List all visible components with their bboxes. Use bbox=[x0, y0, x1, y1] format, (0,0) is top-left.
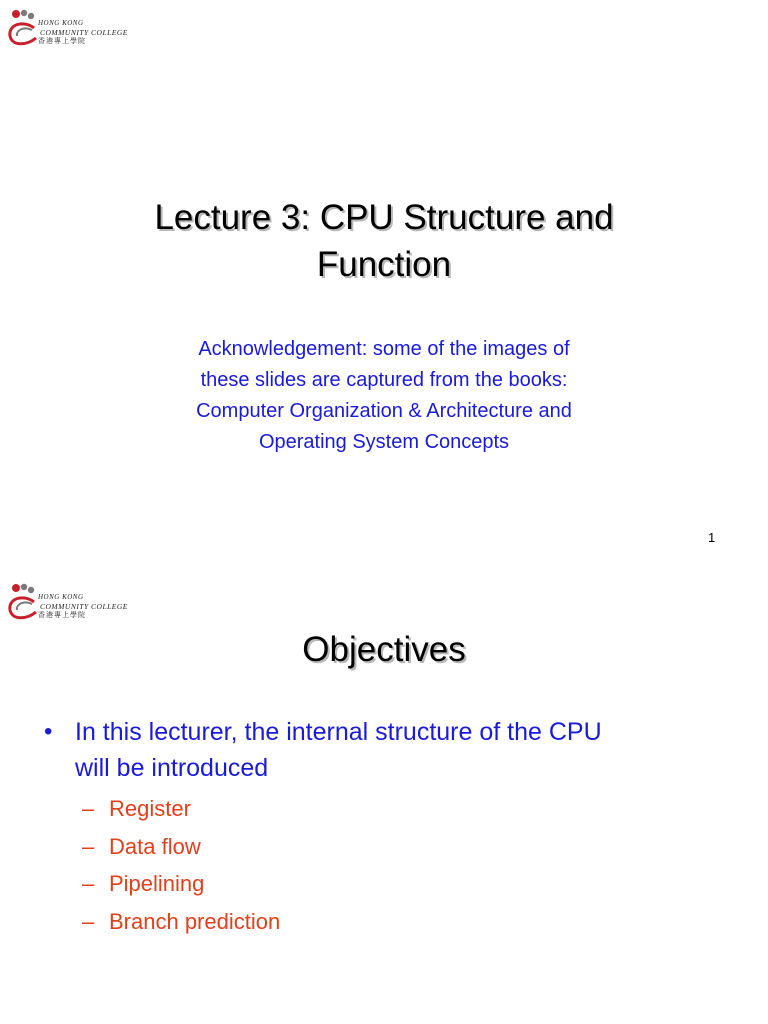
logo-line-2: COMMUNITY COLLEGE bbox=[40, 602, 128, 611]
acknowledgement-line: Operating System Concepts bbox=[258, 431, 510, 453]
sub-bullet-text: Data flow bbox=[109, 833, 201, 859]
sub-bullet-pipelining bbox=[82, 865, 280, 903]
sub-bullet-branch-prediction bbox=[82, 903, 280, 941]
sub-bullet-list bbox=[82, 790, 280, 940]
sub-bullet-data-flow bbox=[82, 828, 280, 866]
page-number: 1 bbox=[708, 530, 716, 545]
logo-line-1: HONG KONG bbox=[38, 19, 84, 27]
sub-bullet-marker: – bbox=[82, 796, 95, 821]
logo-line-2: COMMUNITY COLLEGE bbox=[40, 28, 128, 37]
logo-line-3: 香港專上學院 bbox=[38, 37, 86, 45]
acknowledgement-line: these slides are captured from the books: bbox=[200, 369, 568, 391]
acknowledgement-line: Computer Organization & Architecture and bbox=[196, 400, 572, 422]
college-logo bbox=[6, 8, 128, 52]
bullet-list bbox=[44, 714, 734, 786]
sub-bullet-text: Branch prediction bbox=[109, 908, 281, 934]
acknowledgement bbox=[100, 334, 668, 458]
sub-bullet-marker: – bbox=[82, 833, 95, 859]
college-emblem-icon bbox=[6, 8, 40, 52]
logo-line-3: 香港專上學院 bbox=[38, 611, 86, 619]
sub-bullet-register bbox=[82, 790, 280, 828]
college-emblem-icon bbox=[6, 582, 40, 626]
sub-bullet-marker: – bbox=[82, 871, 95, 896]
bullet-text-line-2: will be introduced bbox=[75, 754, 269, 782]
slide-title-line-1: Lecture 3: CPU Structure and bbox=[154, 198, 614, 237]
acknowledgement-line: Acknowledgement: some of the images of bbox=[198, 338, 570, 360]
bullet-marker: • bbox=[44, 718, 53, 745]
slide-2 bbox=[0, 562, 768, 1024]
sub-bullet-marker: – bbox=[82, 908, 95, 934]
bullet-item bbox=[44, 714, 734, 786]
sub-bullet-text: Pipelining bbox=[109, 871, 205, 896]
college-logo bbox=[6, 582, 128, 626]
slide-title bbox=[40, 194, 728, 288]
logo-line-1: HONG KONG bbox=[38, 593, 84, 601]
bullet-text-line-1: In this lecturer, the internal structure of the CPU bbox=[75, 718, 602, 746]
sub-bullet-text: Register bbox=[109, 796, 191, 821]
bullet-text bbox=[75, 714, 602, 786]
slide-title: Objectives bbox=[302, 630, 466, 669]
slide-title-line-2: Function bbox=[316, 245, 452, 284]
